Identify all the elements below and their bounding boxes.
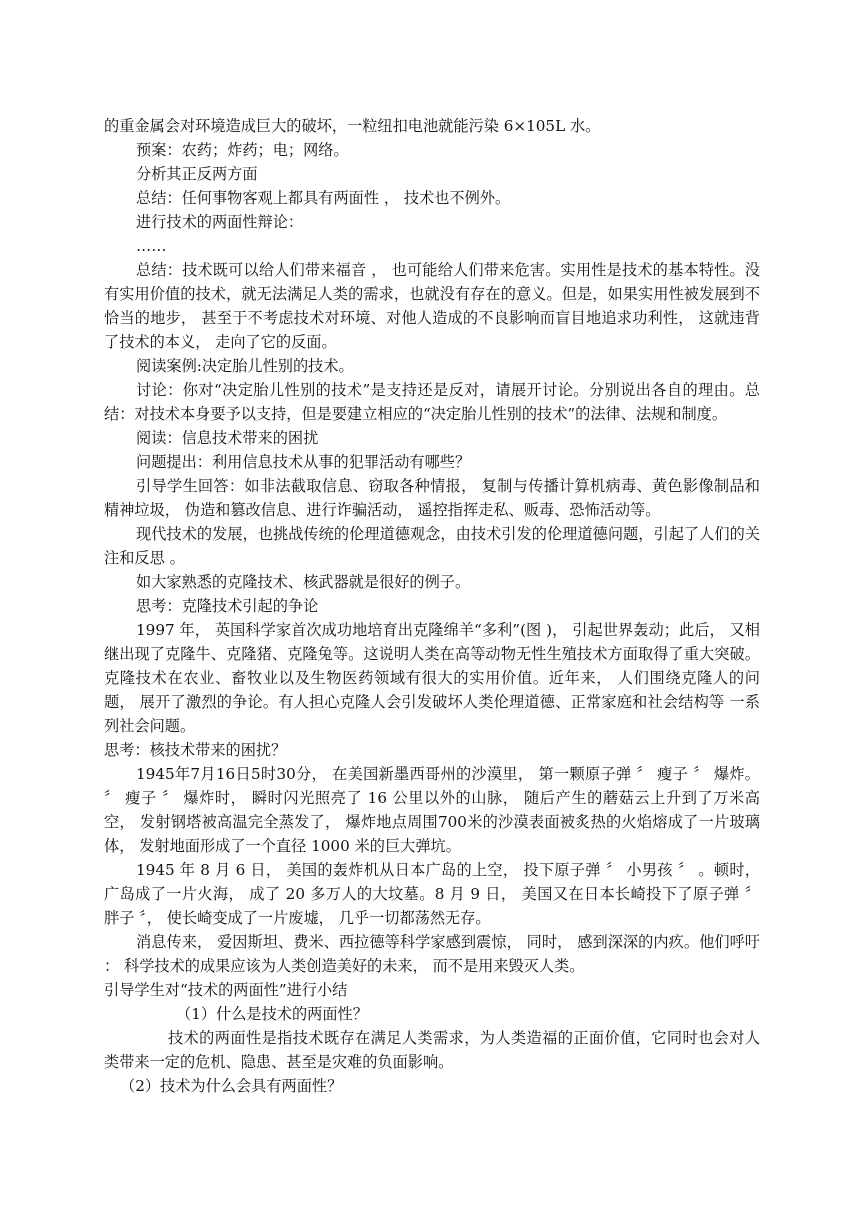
paragraph-20: 消息传来， 爱因斯坦、费米、西拉德等科学家感到震惊， 同时， 感到深深的内疚。他们呼吁 ： 科学技术的成果应该为人类创造美好的未来， 而不是用来毁灭人类。 <box>104 933 760 975</box>
paragraph-11: 问题提出：利用信息技术从事的犯罪活动有哪些？ <box>136 453 471 471</box>
paragraph-23: 技术的两面性是指技术既存在满足人类需求，为人类造福的正面价值，它同时也会对人类带来一定的危机、隐患、甚至是灾难的负面影响。 <box>104 1029 760 1071</box>
paragraph-21: 引导学生对“技术的两面性”进行小结 <box>104 981 348 999</box>
paragraph-13: 现代技术的发展，也挑战传统的伦理道德观念，由技术引发的伦理道德问题，引起了人们的关注和反思 。 <box>104 525 760 567</box>
paragraph-3: 分析其正反两方面 <box>136 165 258 183</box>
paragraph-7: 总结：技术既可以给人们带来福音 ， 也可能给人们带来危害。实用性是技术的基本特性。没有实用价值的技术，就无法满足人类的需求，也就没有存在的意义。但是，如果实用性被发展到不恰当的地步， 甚至于不考虑技术对环境、对他人造成的不良影响而盲目地追求功利性， 这就违背了技术的本义， 走向了它的反面。 <box>104 261 760 351</box>
paragraph-19: 1945 年 8 月 6 日， 美国的轰炸机从日本广岛的上空， 投下原子弹 〞 小男孩 〞 。顿时， 广岛成了一片火海， 成了 20 多万人的大坟墓。8 月 9 日， 美国又在日本长崎投下了原子弹 〞 胖子 〞， 使长崎变成了一片废墟， 几乎一切都荡然无存。 <box>104 861 760 927</box>
paragraph-10: 阅读：信息技术带来的困扰 <box>136 429 319 447</box>
paragraph-4: 总结：任何事物客观上都具有两面性 ， 技术也不例外。 <box>136 189 511 207</box>
paragraph-12: 引导学生回答：如非法截取信息、窃取各种情报， 复制与传播计算机病毒、黄色影像制品和精神垃圾， 伪造和篡改信息、进行诈骗活动， 遥控指挥走私、贩毒、恐怖活动等。 <box>104 477 760 519</box>
paragraph-18: 1945年7月16日5时30分， 在美国新墨西哥州的沙漠里， 第一颗原子弹 〞 瘦子 〞 爆炸。 〞 瘦子 〞 爆炸时， 瞬时闪光照亮了 16 公里以外的山脉， 随后产生的蘑菇云上升到了万米高空， 发射钢塔被高温完全蒸发了， 爆炸地点周围700米的沙漠表面被炙热的火焰熔成了一片玻璃体， 发射地面形成了一个直径 1000 米的巨大弹坑。 <box>104 765 760 855</box>
paragraph-16: 1997 年， 英国科学家首次成功地培育出克隆绵羊“多利”(图 )， 引起世界轰动；此后， 又相继出现了克隆牛、克隆猪、克隆兔等。这说明人类在高等动物无性生殖技术方面取得了重大突破。克隆技术在农业、畜牧业以及生物医药领域有很大的实用价值。近年来， 人们围绕克隆人的问题， 展开了激烈的争论。有人担心克隆人会引发破坏人类伦理道德、正常家庭和社会结构等 一系列社会问题。 <box>104 621 760 735</box>
paragraph-1: 的重金属会对环境造成巨大的破坏，一粒纽扣电池就能污染 6×105L 水。 <box>104 117 601 135</box>
paragraph-5: 进行技术的两面性辩论： <box>136 213 304 231</box>
paragraph-17: 思考：核技术带来的困扰？ <box>104 741 287 759</box>
paragraph-9: 讨论：你对“决定胎儿性别的技术”是支持还是反对，请展开讨论。分别说出各自的理由。总结：对技术本身要予以支持，但是要建立相应的“决定胎儿性别的技术”的法律、法规和制度。 <box>104 381 760 423</box>
paragraph-22: （1）什么是技术的两面性？ <box>176 1005 368 1023</box>
document-body <box>104 114 760 1098</box>
paragraph-24: （2）技术为什么会具有两面性？ <box>120 1077 343 1095</box>
paragraph-6: …… <box>136 237 167 255</box>
paragraph-2: 预案：农药；炸药；电；网络。 <box>136 141 349 159</box>
paragraph-8: 阅读案例:决定胎儿性别的技术。 <box>136 357 354 375</box>
paragraph-14: 如大家熟悉的克隆技术、核武器就是很好的例子。 <box>136 573 471 591</box>
paragraph-15: 思考：克隆技术引起的争论 <box>136 597 319 615</box>
